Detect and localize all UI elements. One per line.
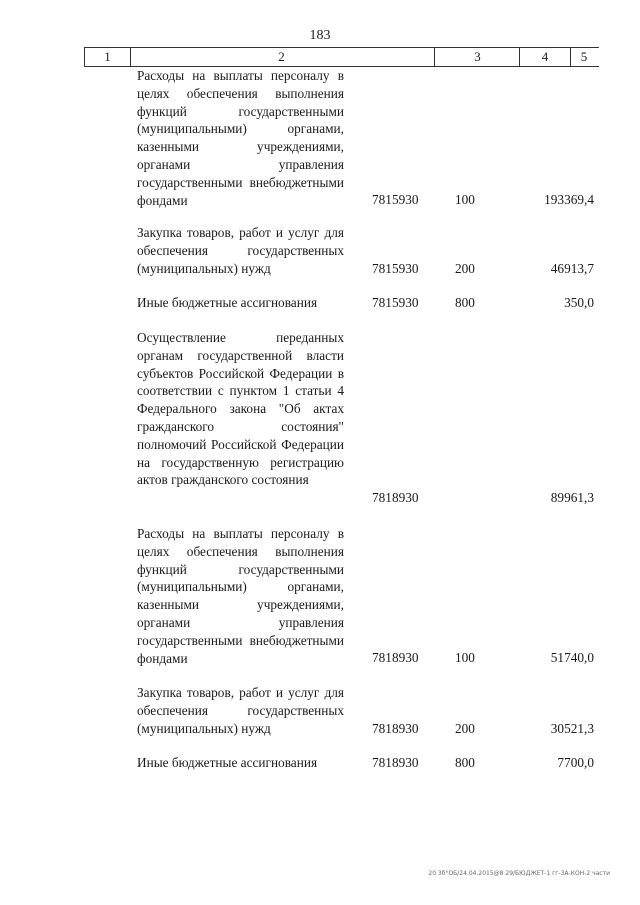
table-row	[0, 684, 640, 738]
row-description: Закупка товаров, работ и услуг для обеспечения государственных (муниципальных) нужд	[137, 685, 344, 736]
row-code: 7815930	[372, 295, 419, 311]
row-code: 7818930	[372, 721, 419, 737]
header-col-2: 2	[278, 49, 285, 64]
row-amount: 89961,3	[550, 490, 594, 506]
row-description: Закупка товаров, работ и услуг для обеспечения государственных (муниципальных) нужд	[137, 225, 344, 276]
row-type: 100	[455, 192, 475, 208]
row-code: 7818930	[372, 650, 419, 666]
row-amount: 350,0	[564, 295, 594, 311]
table-row	[0, 67, 640, 209]
row-description: Расходы на выплаты персоналу в целях обеспечения выполнения функций государственными (муниципальными) органами, казенными учреждениями, органами управления государственными внебюджетными фондами	[137, 68, 344, 208]
row-amount: 7700,0	[557, 755, 594, 771]
table-row	[0, 525, 640, 667]
row-amount: 46913,7	[550, 261, 594, 277]
table-row	[0, 329, 640, 507]
header-col-1: 1	[84, 48, 131, 66]
header-col-4: 4	[519, 48, 571, 66]
row-code: 7815930	[372, 261, 419, 277]
table-header	[84, 47, 599, 67]
page-number: 183	[309, 28, 331, 43]
row-description: Иные бюджетные ассигнования	[137, 755, 318, 770]
table-row	[0, 294, 640, 312]
row-code: 7818930	[372, 490, 419, 506]
row-type: 200	[455, 261, 475, 277]
row-description: Осуществление переданных органам государственной власти субъектов Российской Федерации в соответствии с пунктом 1 статьи 4 Федерального закона "Об актах гражданского состояния" полномочий Российской Федерации на государственную регистрацию актов гражданского состояния	[137, 330, 344, 488]
row-amount: 30521,3	[550, 721, 594, 737]
header-col-3: 3	[434, 48, 520, 66]
row-description: Иные бюджетные ассигнования	[137, 295, 318, 310]
row-code: 7818930	[372, 755, 419, 771]
footer-document-id: 20 3б°ОБ/24.04.2015@8 29/БЮДЖЕТ-1 гг-3А-КОН-2 части	[428, 870, 610, 877]
row-type: 200	[455, 721, 475, 737]
header-col-5: 5	[580, 49, 588, 64]
row-amount: 51740,0	[550, 650, 594, 666]
row-type: 800	[455, 295, 475, 311]
table-row	[0, 754, 640, 772]
table-row	[0, 224, 640, 278]
row-amount: 193369,4	[544, 192, 594, 208]
row-description: Расходы на выплаты персоналу в целях обеспечения выполнения функций государственными (муниципальными) органами, казенными учреждениями, органами управления государственными внебюджетными фондами	[137, 526, 344, 666]
row-type: 800	[455, 755, 475, 771]
row-code: 7815930	[372, 192, 419, 208]
row-type: 100	[455, 650, 475, 666]
